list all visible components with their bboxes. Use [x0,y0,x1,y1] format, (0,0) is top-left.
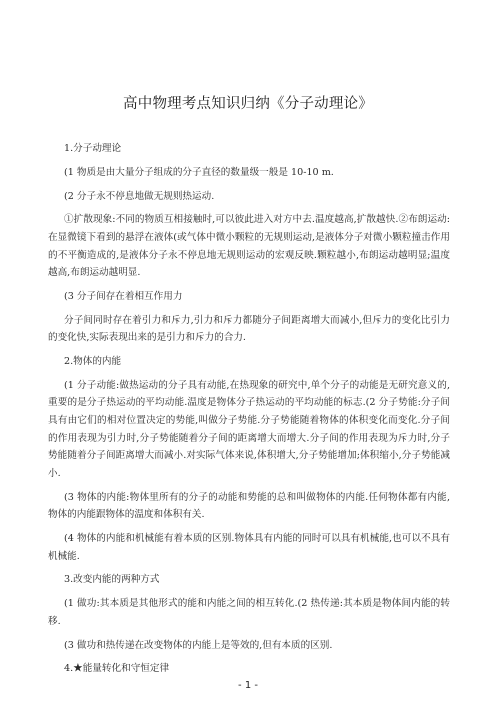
paragraph: (1 做功:其本质是其他形式的能和内能之间的相互转化.(2 热传递:其本质是物体间内能的转移. [48,598,450,627]
paragraph: (3 做功和热传递在改变物体的内能上是等效的,但有本质的区别. [64,639,333,651]
paragraph: (3 分子间存在着相互作用力 [64,290,183,302]
paragraph: (1 分子动能:做热运动的分子具有动能,在热现象的研究中,单个分子的动能是无研究意义的,重要的是分子热运动的平均动能.温度是物体分子热运动的平均动能的标志.(2 分子势能:分子间具有由它们的相对位置决定的势能,叫做分子势能.分子势能随着物体的体积变化而变化.分子间的作用表现为引力时,分子势能随着分子间的距离增大而增大.分子间的作用表现为斥力时,分子势能随着分子间距离增大而减小.对实际气体来说,体积增大,分子势能增加;体积缩小,分子势能减小. [48,379,450,479]
paragraph: ①扩散现象:不同的物质互相接触时,可以彼此进入对方中去.温度越高,扩散越快.②布朗运动:在显微镜下看到的悬浮在液体(或气体中微小颗粒的无规则运动,是液体分子对微小颗粒撞击作用的不平衡造成的,是液体分子永不停息地无规则运动的宏观反映.颗粒越小,布朗运动越明显;温度越高,布朗运动越明显. [48,214,450,279]
document-body [48,140,450,684]
paragraph: 分子间同时存在着引力和斥力,引力和斥力都随分子间距离增大而减小,但斥力的变化比引力的变化快,实际表现出来的是引力和斥力的合力. [48,314,450,344]
paragraph: (3 物体的内能:物体里所有的分子的动能和势能的总和叫做物体的内能.任何物体都有内能,物体的内能跟物体的温度和体积有关. [48,491,450,521]
page-number: - 1 - [238,680,258,691]
section-heading: 4.★能量转化和守恒定律 [64,663,170,675]
paragraph: (2 分子永不停息地做无规则热运动. [64,190,215,202]
document-title: 高中物理考点知识归纳《分子动理论》 [123,96,373,112]
paragraph: (4 物体的内能和机械能有着本质的区别.物体具有内能的同时可以具有机械能,也可以不具有机械能. [48,532,450,562]
paragraph: (1 物质是由大量分子组成的分子直径的数量级一般是 10-10 m. [64,166,334,178]
section-heading: 2.物体的内能 [64,356,122,368]
section-heading: 3.改变内能的两种方式 [64,574,160,586]
section-heading: 1.分子动理论 [64,143,122,154]
